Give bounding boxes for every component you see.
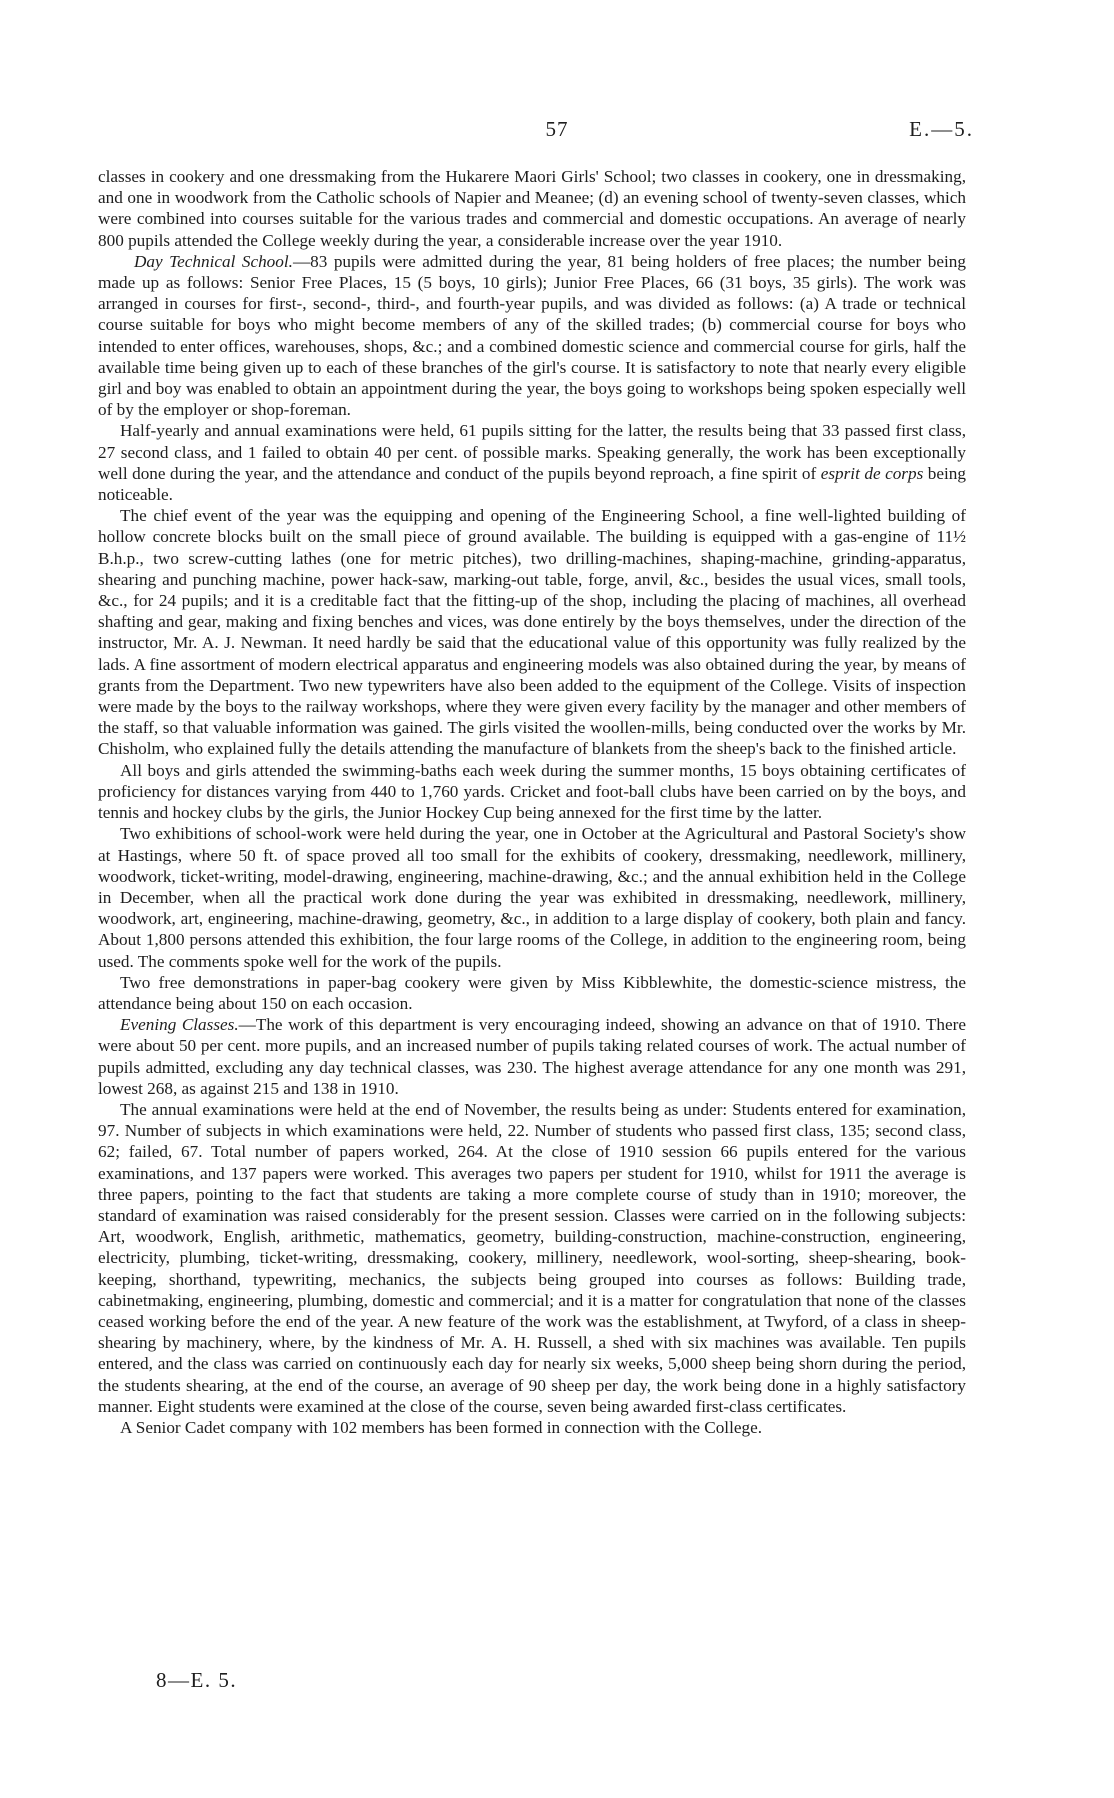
paragraph-demonstrations: Two free demonstrations in paper-bag cookery were given by Miss Kibblewhite, the domestic-science mistress, the attendance being about 150 on each occasion. — [98, 972, 966, 1013]
page-code: E.—5. — [909, 117, 974, 141]
heading-evening-classes: Evening Classes. — [120, 1015, 239, 1035]
paragraph-1: classes in cookery and one dressmaking from the Hukarere Maori Girls' School; two classes in cookery, one in dressmaking, and one in woodwork from the Catholic schools of Napier and Meanee; (d) an evening school of twenty-seven classes, which were combined into courses suitable for the various trades and commercial and domestic occupations. An average of nearly 800 pupils attended the College weekly during the year, a considerable increase over the year 1910. — [98, 167, 966, 250]
paragraph-evening-classes: Evening Classes.—The work of this department is very encouraging indeed, showing an advance on that of 1910. There were about 50 per cent. more pupils, and an increased number of pupils taking related courses of work. The actual number of pupils admitted, excluding any day technical classes, was 230. The highest average attendance for any one month was 291, lowest 268, as against 215 and 138 in 1910. — [98, 1015, 966, 1098]
signature-mark: 8—E. 5. — [156, 1668, 238, 1692]
esprit-phrase: esprit de corps — [820, 463, 924, 483]
paragraph-engineering: The chief event of the year was the equipping and opening of the Engineering School, a fine well-lighted building of hollow concrete blocks built on the small piece of ground available. The building is equipped with a gas-engine of 11½ B.h.p., two screw-cutting lathes (one for metric pitches), two drilling-machines, shaping-machine, grinding-apparatus, shearing and punching machine, power hack-saw, marking-out table, forge, anvil, &c., besides the usual vices, small tools, &c., for 24 pupils; and it is a creditable fact that the fitting-up of the shop, including the placing of machines, all overhead shafting and gear, making and fixing benches and vices, was done entirely by the boys themselves, under the direction of the instructor, Mr. A. J. Newman. It need hardly be said that the educational value of this opportunity was fully realized by the lads. A fine assortment of modern electrical apparatus and engineering models was also obtained during the year, by means of grants from the Department. Two new typewriters have also been added to the equipment of the College. Visits of inspection were made by the boys to the railway workshops, where they were given every facility by the manager and other members of the staff, so that valuable information was gained. The girls visited the woollen-mills, being conducted over the works by Mr. Chisholm, who explained fully the details attending the manufacture of blankets from the sheep's back to the finished article. — [98, 506, 966, 759]
paragraph-swimming: All boys and girls attended the swimming-baths each week during the summer months, 15 boys obtaining certificates of proficiency for distances varying from 440 to 1,760 yards. Cricket and foot-ball clubs have been carried on by the boys, and tennis and hockey clubs by the girls, the Junior Hockey Cup being annexed for the first time by the latter. — [98, 760, 966, 823]
paragraph-3-text: Half-yearly and annual examinations were held, 61 pupils sitting for the latter, the results being that 33 passed first class, 27 second class, and 1 failed to obtain 40 per cent. of possible marks. Speaking generally, the work has been exceptionally well done during the year, and the attendance and conduct of the pupils beyond reproach, a fine spirit of — [98, 421, 966, 483]
page-number: 57 — [545, 117, 569, 141]
paragraph-day-technical: Day Technical School.—83 pupils were admitted during the year, 81 being holders of free places; the number being made up as follows: Senior Free Places, 15 (5 boys, 10 girls); Junior Free Places, 66 (31 boys, 35 girls). The work was arranged in courses for first-, second-, third-, and fourth-year pupils, and was divided as follows: (a) A trade or technical course suitable for boys who might become members of any of the skilled trades; (b) commercial course for boys who intended to enter offices, warehouses, shops, &c.; and a combined domestic science and commercial course for girls, half the available time being given up to each of these branches of the girl's course. It is satisfactory to note that nearly every eligible girl and boy was enabled to obtain an appointment during the year, the boys going to workshops being spoken especially well of by the employer or shop-foreman. — [98, 251, 966, 420]
paragraph-cadets: A Senior Cadet company with 102 members has been formed in connection with the College. — [120, 1417, 762, 1437]
esprit-tail: being noticeable. — [98, 463, 966, 505]
paragraph-2-text: 83 pupils were admitted during the year, 81 being holders of free places; the number being made up as follows: Senior Free Places, 15 (5 boys, 10 girls); Junior Free Places, 66 (31 boys, 35 girls). The work was arranged in courses for first-, second-, third-, and fourth-year pupils, and was divided as follows: (a) A trade or technical course suitable for boys who might become members of any of the skilled trades; (b) commercial course for boys who intended to enter offices, warehouses, shops, &c.; and a combined domestic science and commercial course for girls, half the available time being given up to each of these branches of the girl's course. It is satisfactory to note that nearly every eligible girl and boy was enabled to obtain an appointment during the year, the boys going to workshops being spoken especially well of by the employer or shop-foreman. — [98, 251, 966, 420]
body-text — [98, 166, 966, 1438]
paragraph-exhibitions: Two exhibitions of school-work were held during the year, one in October at the Agricultural and Pastoral Society's show at Hastings, where 50 ft. of space proved all too small for the exhibits of cookery, dressmaking, needlework, millinery, woodwork, ticket-writing, model-drawing, engineering, machine-drawing, &c.; and the annual exhibition held in the College in December, when all the practical work done during the year was exhibited in dressmaking, needlework, millinery, woodwork, art, engineering, machine-drawing, geometry, &c., in addition to a large display of cookery, both plain and fancy. About 1,800 persons attended this exhibition, the four large rooms of the College, in addition to the engineering room, being used. The comments spoke well for the work of the pupils. — [98, 824, 966, 971]
heading-day-technical: Day Technical School. — [134, 251, 293, 271]
paragraph-8-text: The work of this department is very encouraging indeed, showing an advance on that of 1910. There were about 50 per cent. more pupils, and an increased number of pupils taking related courses of work. The actual number of pupils admitted, excluding any day technical classes, was 230. The highest average attendance for any one month was 291, lowest 268, as against 215 and 138 in 1910. — [98, 1015, 966, 1098]
paragraph-examinations — [98, 420, 966, 505]
paragraph-annual-exams: The annual examinations were held at the end of November, the results being as under: Students entered for examination, 97. Number of subjects in which examinations were held, 22. Number of students who passed first class, 135; second class, 62; failed, 67. Total number of papers worked, 264. At the close of 1910 session 66 pupils entered for the various examinations, and 137 papers were worked. This averages two papers per student for 1910, whilst for 1911 the average is three papers, pointing to the fact that students are taking a more complete course of study than in 1910; moreover, the standard of examination was raised considerably for the present session. Classes were carried on in the following subjects: Art, woodwork, English, arithmetic, mathematics, geometry, building-construction, machine-construction, engineering, electricity, plumbing, ticket-writing, dressmaking, cookery, millinery, needlework, wool-sorting, sheep-shearing, book-keeping, shorthand, typewriting, mechanics, the subjects being grouped into courses as follows: Building trade, cabinetmaking, engineering, plumbing, domestic and commercial; and it is a matter for congratulation that none of the classes ceased working before the end of the year. A new feature of the work was the establishment, at Twyford, of a class in sheep-shearing by machinery, where, by the kindness of Mr. A. H. Russell, a shed with six machines was available. Ten pupils entered, and the class was carried on continuously each day for nearly six weeks, 5,000 sheep being shorn during the period, the students shearing, at the end of the course, an average of 90 sheep per day, the work being done in a highly satisfactory manner. Eight students were examined at the close of the course, seven being awarded first-class certificates. — [98, 1099, 966, 1416]
